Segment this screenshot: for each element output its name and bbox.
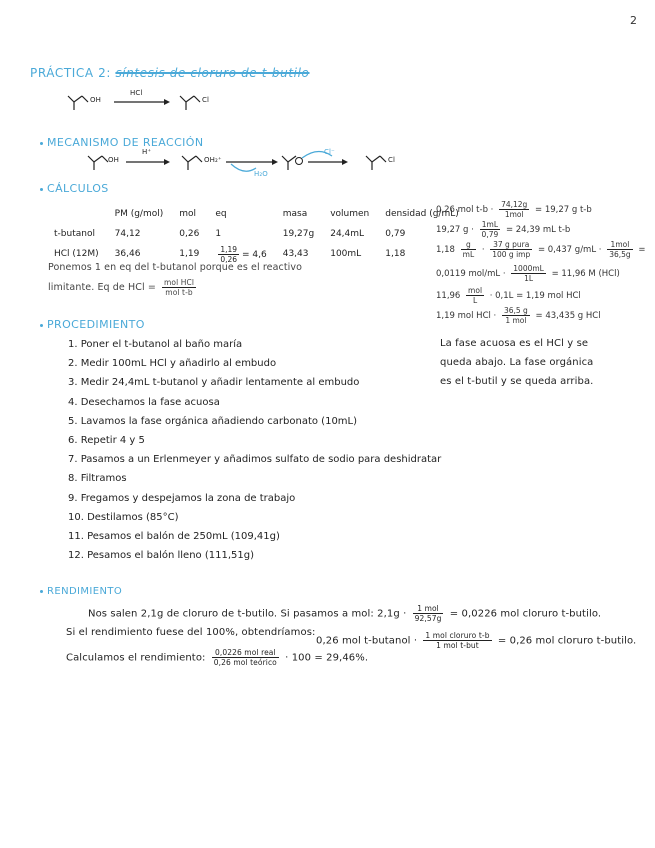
side-note-line: queda abajo. La fase orgánica [440, 357, 594, 368]
scheme1-reagent: HCl [130, 89, 143, 97]
properties-table [46, 204, 467, 264]
table-row [46, 224, 467, 244]
right-calc-tail: = 11,96 M (HCl) [551, 269, 620, 279]
right-calc-num: 1mol [607, 240, 632, 250]
right-calc-fraction [499, 200, 529, 219]
right-calc-den: 1L [524, 274, 534, 283]
cell-masa: 19,27g [282, 229, 315, 239]
right-calc-tail: = 43,435 g HCl [535, 311, 601, 321]
cell-volumen: 100mL [330, 249, 362, 259]
right-calc-fraction [461, 240, 476, 259]
right-calc-fraction [502, 306, 530, 325]
right-calc-lead: 1,19 mol HCl · [436, 311, 497, 321]
col-header: densidad (g/mL) [385, 209, 459, 219]
mechanism-heading-text: MECANISMO DE REACCIÓN [47, 136, 204, 149]
mechanism-clminus: Cl⁻ [324, 148, 335, 156]
right-calc-den: 1mol [504, 210, 524, 219]
eq-den: 0,26 [220, 254, 238, 264]
right-calc-den: 0,79 [481, 230, 499, 239]
right-calc-num: g [461, 240, 476, 250]
calc-note-fraction [162, 278, 196, 297]
bullet-icon [40, 590, 43, 593]
list-item: 8. Filtramos [68, 473, 127, 485]
right-calc-end: = [638, 245, 646, 255]
mechanism-oh2plus: OH₂⁺ [204, 156, 222, 164]
col-header: masa [282, 209, 308, 219]
right-calc-1 [436, 200, 592, 219]
bullet-icon [40, 188, 43, 191]
right-calc-num: 37 g pura [490, 240, 532, 250]
list-item: 2. Medir 100mL HCl y añadirlo al embudo [68, 358, 277, 370]
right-calc-lead: 11,96 [436, 291, 461, 301]
calc-note-line1: Ponemos 1 en eq del t-butanol porque es el reactivo [48, 262, 303, 273]
mechanism-hplus: H⁺ [142, 148, 152, 156]
right-calc-den: 36,5g [609, 250, 631, 259]
side-note-line: es el t-butil y se queda arriba. [440, 376, 594, 387]
calc-note-line2 [48, 278, 199, 297]
right-calc-lead: 19,27 g · [436, 225, 474, 235]
procedure-side-note [440, 334, 593, 391]
right-calc-den: 100 g imp [492, 250, 531, 259]
yield-line2-mid: 0,26 mol t-butanol · [316, 635, 418, 647]
cell-densidad: 0,79 [385, 229, 406, 239]
right-calc-fraction [490, 240, 532, 259]
right-calc-tail: = 24,39 mL t-b [505, 225, 571, 235]
right-calc-lead: 0,0119 mol/mL · [436, 269, 506, 279]
yield-line1-lead: Nos salen 2,1g de cloruro de t-butilo. Si pasamos a mol: 2,1g · [88, 608, 407, 620]
eq-num: 1,19 [220, 244, 238, 254]
cell-eq [207, 244, 274, 264]
list-item: 4. Desechamos la fase acuosa [68, 396, 220, 408]
yield-line-2-lead: Si el rendimiento fuese del 100%, obtendríamos: [66, 627, 316, 638]
calc-heading-text: CÁLCULOS [47, 182, 109, 195]
right-calc-tail: · 0,1L = 1,19 mol HCl [489, 291, 581, 301]
yield-line3-fraction [212, 648, 279, 667]
cell-mol: 1,19 [179, 249, 200, 259]
yield-line3-num: 0,0226 mol real [212, 648, 279, 658]
yield-line2-num: 1 mol cloruro t-b [425, 631, 490, 640]
reaction-scheme [64, 88, 284, 114]
yield-heading [40, 586, 122, 597]
col-header: mol [179, 209, 197, 219]
right-calc-fraction [466, 286, 484, 305]
right-calc-den: L [472, 296, 478, 305]
mechanism-oh: OH [108, 156, 119, 164]
procedure-steps [68, 335, 441, 565]
title-struck-text: síntesis de cloruro de t-butilo [115, 66, 310, 80]
mechanism-cl: Cl [388, 156, 396, 164]
yield-line-3 [66, 648, 368, 667]
eq-result: = 4,6 [242, 249, 267, 260]
right-calc-tail: = 19,27 g t-b [535, 205, 592, 215]
row-name: HCl (12M) [54, 249, 99, 259]
bullet-icon [40, 324, 43, 327]
list-item: 7. Pasamos a un Erlenmeyer y añadimos sulfato de sodio para deshidratar [68, 454, 442, 466]
calc-heading [40, 182, 109, 195]
yield-line-1 [88, 604, 601, 623]
yield-line1-tail: = 0,0226 mol cloruro t-butilo. [449, 608, 602, 620]
mechanism-scheme [86, 148, 426, 182]
right-calc-fraction [480, 220, 501, 239]
right-calc-fraction [607, 240, 632, 259]
bullet-icon [40, 142, 43, 145]
col-header: PM (g/mol) [114, 209, 164, 219]
calc-note-num: mol HCl [164, 278, 195, 287]
right-calc-den: 1 mol [505, 316, 527, 325]
cell-pm: 36,46 [114, 249, 141, 259]
list-item: 10. Destilamos (85°C) [68, 511, 179, 523]
procedure-heading [40, 318, 145, 331]
procedure-heading-text: PROCEDIMIENTO [47, 318, 145, 331]
right-calc-num: 36,5 g [503, 306, 528, 315]
row-name: t-butanol [54, 229, 95, 239]
yield-heading-text: RENDIMIENTO [47, 586, 123, 597]
cell-masa: 43,43 [282, 249, 309, 259]
right-calc-tail: = 0,437 g/mL · [537, 245, 602, 255]
table-header-row [46, 204, 467, 224]
eq-fraction [218, 245, 239, 264]
yield-line1-num: 1 mol [413, 604, 444, 614]
side-note-line: La fase acuosa es el HCl y se [440, 338, 589, 349]
col-header: eq [215, 209, 227, 219]
right-calc-den: mL [462, 250, 475, 259]
right-calc-3 [436, 240, 645, 259]
right-calc-num: 1000mL [513, 264, 544, 273]
right-calc-lead: 1,18 [436, 245, 455, 255]
yield-line1-den: 92,57g [414, 614, 442, 623]
list-item: 3. Medir 24,4mL t-butanol y añadir lentamente al embudo [68, 377, 360, 389]
cell-eq: 1 [215, 229, 222, 239]
right-calc-num: 1mL [480, 220, 501, 230]
right-calc-mid: · [481, 245, 485, 255]
cell-pm: 74,12 [114, 229, 141, 239]
list-item: 1. Poner el t-butanol al baño maría [68, 339, 243, 350]
scheme1-reactant: OH [90, 96, 101, 104]
right-calc-5 [436, 286, 581, 305]
right-calc-4 [436, 264, 620, 283]
yield-line2-tail: = 0,26 mol cloruro t-butilo. [497, 635, 637, 647]
table-row [46, 244, 467, 264]
list-item: 5. Lavamos la fase orgánica añadiendo carbonato (10mL) [68, 415, 358, 427]
cell-densidad: 1,18 [385, 249, 406, 259]
yield-line2-fraction [423, 631, 491, 650]
list-item: 9. Fregamos y despejamos la zona de trabajo [68, 492, 296, 504]
right-calc-6 [436, 306, 601, 325]
page-number: 2 [630, 14, 637, 27]
right-calc-num: 74,12g [501, 200, 528, 209]
yield-line3-lead: Calculamos el rendimiento: [66, 652, 206, 664]
cell-mol: 0,26 [179, 229, 200, 239]
list-item: 11. Pesamos el balón de 250mL (109,41g) [68, 530, 280, 542]
list-item: 12. Pesamos el balón lleno (111,51g) [68, 550, 254, 562]
page-title [30, 66, 309, 80]
col-header: volumen [330, 209, 370, 219]
right-calc-2 [436, 220, 570, 239]
yield-line3-tail: · 100 = 29,46%. [285, 652, 369, 664]
right-calc-fraction [511, 264, 546, 283]
yield-line1-fraction [413, 604, 444, 623]
calc-note-text: limitante. Eq de HCl = [48, 282, 156, 293]
mechanism-h2o: H₂O [254, 170, 268, 178]
right-calc-num: mol [468, 286, 483, 295]
cell-volumen: 24,4mL [330, 229, 365, 239]
yield-line2-den: 1 mol t-but [436, 641, 479, 650]
scheme1-product: Cl [202, 96, 210, 104]
calc-note-den: mol t-b [165, 288, 193, 297]
right-calc-lead: 0,26 mol t-b · [436, 205, 494, 215]
title-prefix: PRÁCTICA 2: [30, 66, 112, 80]
yield-line3-den: 0,26 mol teórico [213, 658, 277, 667]
list-item: 6. Repetir 4 y 5 [68, 434, 145, 446]
